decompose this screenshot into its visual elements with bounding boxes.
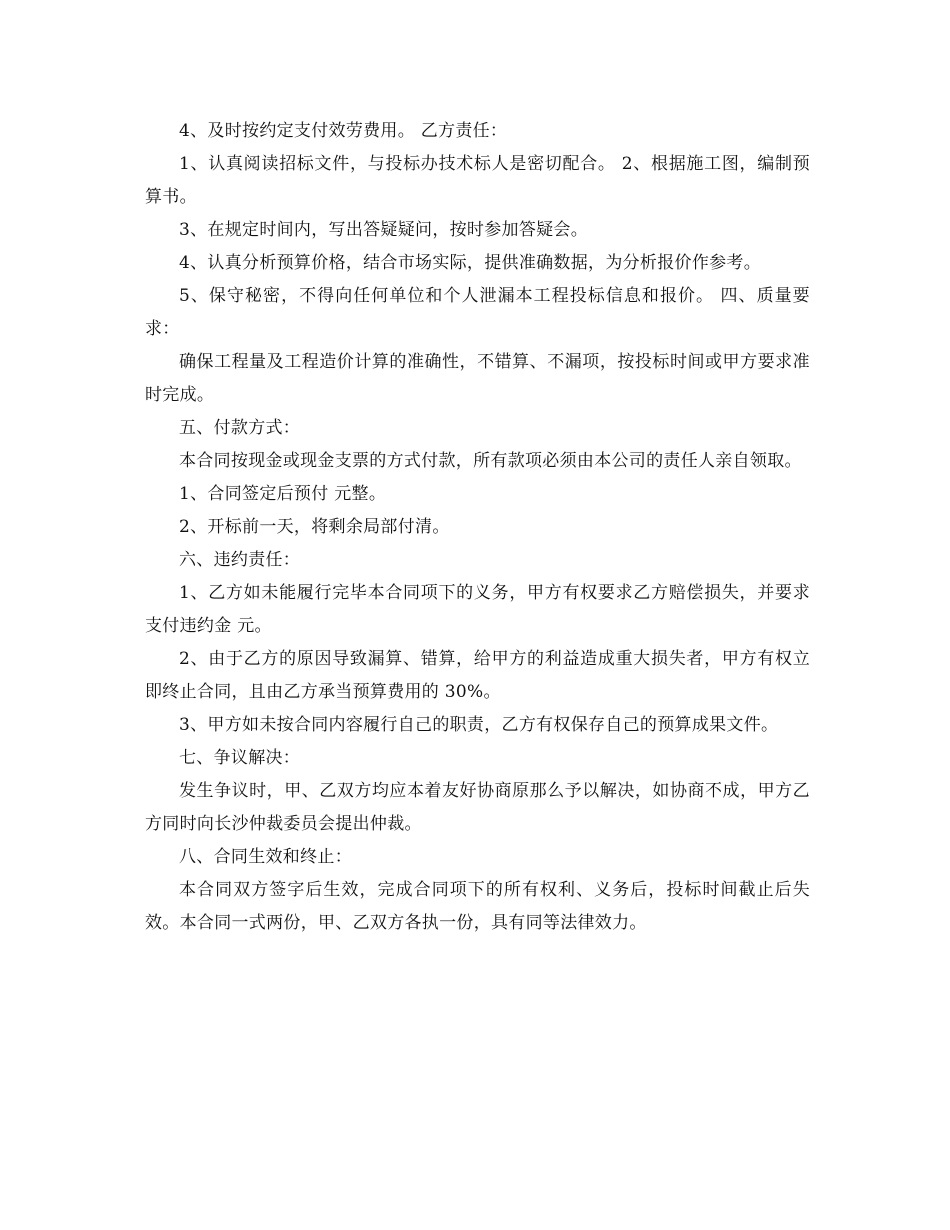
paragraph-quality: 确保工程量及工程造价计算的准确性，不错算、不漏项，按投标时间或甲方要求准时完成。: [145, 352, 810, 405]
paragraph-breach-2: 2、由于乙方的原因导致漏算、错算，给甲方的利益造成重大损失者，甲方有权立即终止合同，且由乙方承当预算费用的 30%。: [145, 649, 810, 702]
paragraph-breach-1: 1、乙方如未能履行完毕本合同项下的义务，甲方有权要求乙方赔偿损失，并要求支付违约金 元。: [145, 583, 810, 636]
paragraph-effect-termination: 本合同双方签字后生效，完成合同项下的所有权利、义务后，投标时间截止后失效。本合同一式两份，甲、乙双方各执一份，具有同等法律效力。: [145, 880, 810, 933]
heading-effect-termination: 八、合同生效和终止：: [179, 847, 352, 867]
paragraph-final-payment: 2、开标前一天，将剩余局部付清。: [179, 517, 450, 537]
heading-dispute: 七、争议解决：: [179, 748, 301, 768]
paragraph-answer-questions: 3、在规定时间内，写出答疑疑问，按时参加答疑会。: [179, 220, 589, 240]
paragraph-prepayment: 1、合同签定后预付 元整。: [179, 484, 387, 504]
paragraph-payment-method: 本合同按现金或现金支票的方式付款，所有款项必须由本公司的责任人亲自领取。: [179, 451, 802, 471]
heading-breach: 六、违约责任：: [179, 550, 301, 570]
paragraph-breach-3: 3、甲方如未按合同内容履行自己的职责，乙方有权保存自己的预算成果文件。: [179, 715, 779, 735]
heading-payment-method: 五、付款方式：: [179, 418, 301, 438]
paragraph-payment-duty: 4、及时按约定支付效劳费用。 乙方责任：: [179, 121, 508, 141]
paragraph-dispute: 发生争议时，甲、乙双方均应本着友好协商原那么予以解决，如协商不成，甲方乙方同时向长沙仲裁委员会提出仲裁。: [145, 781, 810, 834]
paragraph-read-tender: 1、认真阅读招标文件，与投标办技术标人是密切配合。 2、根据施工图，编制预算书。: [145, 154, 810, 207]
paragraph-analyze-price: 4、认真分析预算价格，结合市场实际，提供准确数据，为分析报价作参考。: [179, 253, 762, 273]
paragraph-confidentiality: 5、保守秘密，不得向任何单位和个人泄漏本工程投标信息和报价。 四、质量要求：: [145, 286, 810, 339]
document-body: [145, 115, 810, 940]
